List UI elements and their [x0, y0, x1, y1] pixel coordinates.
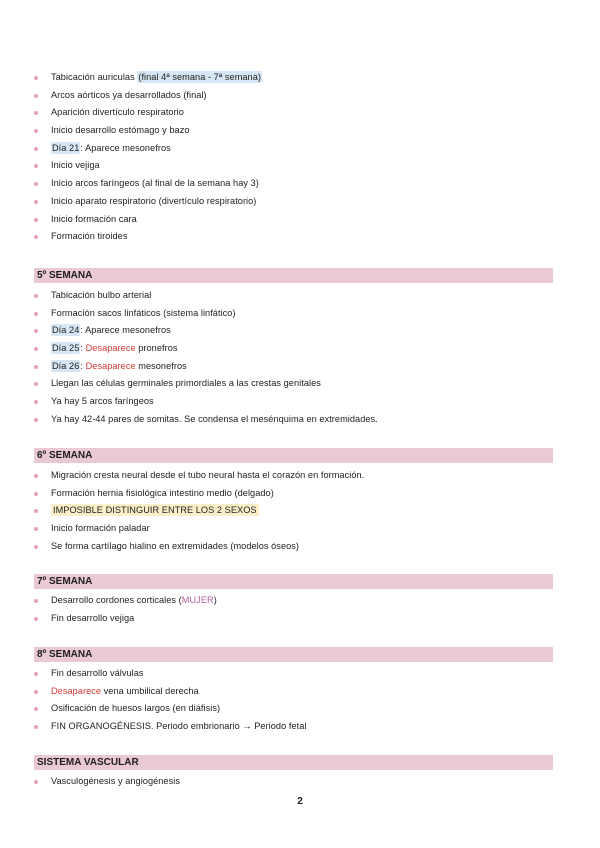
section-heading-week7: 7º SEMANA — [34, 574, 553, 589]
list-item — [0, 502, 600, 520]
section-heading-week6: 6º SEMANA — [34, 448, 553, 463]
bullet-icon — [34, 545, 38, 549]
list-item — [0, 718, 600, 736]
bullet-icon — [34, 347, 38, 351]
section-heading-week5: 5º SEMANA — [34, 268, 553, 283]
bullet-icon — [34, 418, 38, 422]
highlighted-text: Día 26 — [52, 360, 80, 371]
item-text: mesonefros — [135, 360, 187, 371]
bullet-icon — [34, 200, 38, 204]
item-text: Migración cresta neural desde el tubo neural hasta el corazón en formación. — [51, 470, 365, 480]
item-text: Inicio desarrollo estómago y bazo — [51, 125, 190, 136]
bullet-icon — [34, 690, 38, 694]
list-item — [0, 520, 600, 538]
bullet-icon — [34, 76, 38, 80]
list-item — [0, 122, 600, 140]
section-heading-vascular: SISTEMA VASCULAR — [34, 755, 553, 770]
colored-text: Desaparece — [51, 685, 102, 696]
list-item — [0, 538, 600, 556]
item-text: : Aparece mesonefros — [80, 325, 171, 336]
week4-list — [0, 69, 600, 246]
highlighted-text: (final 4ª semana - 7ª semana) — [138, 72, 261, 82]
bullet-icon — [34, 147, 38, 151]
item-text: Ya hay 42-44 pares de somitas. Se condensa el mesénquima en extremidades. — [51, 413, 378, 424]
bullet-icon — [34, 474, 38, 478]
week6-list — [0, 467, 600, 555]
item-text: Desarrollo cordones corticales ( — [51, 595, 182, 605]
list-item — [0, 358, 600, 376]
highlighted-text: Día 21 — [52, 142, 80, 153]
bullet-icon — [34, 294, 38, 298]
bullet-icon — [34, 509, 38, 513]
item-text: Fin desarrollo vejiga — [51, 612, 135, 623]
item-text: Fin desarrollo válvulas — [51, 668, 144, 678]
bullet-icon — [34, 599, 38, 603]
list-item — [0, 393, 600, 411]
colored-text: MUJER — [181, 595, 214, 605]
item-text: : — [80, 343, 86, 354]
list-item — [0, 140, 600, 158]
bullet-icon — [34, 780, 38, 784]
item-text: Tabicación auriculas — [51, 72, 138, 82]
list-item — [0, 193, 600, 211]
list-item — [0, 322, 600, 340]
item-text: Arcos aórticos ya desarrollados (final) — [51, 89, 207, 100]
item-text: Inicio vejiga — [51, 160, 100, 171]
highlighted-text: IMPOSIBLE DISTINGUIR ENTRE LOS 2 SEXOS — [53, 505, 257, 516]
item-text: Inicio formación paladar — [51, 523, 150, 534]
item-text: : Aparece mesonefros — [80, 142, 171, 153]
list-item — [0, 665, 600, 683]
item-text: FIN ORGANOGÉNESIS. Periodo embrionario → Periodo fetal — [51, 721, 307, 732]
list-item — [0, 228, 600, 246]
item-text: vena umbilical derecha — [101, 685, 199, 696]
item-text: Ya hay 5 arcos faríngeos — [51, 396, 154, 407]
section-heading-week8: 8º SEMANA — [34, 647, 553, 662]
item-text: Formación tiroides — [51, 231, 128, 242]
item-text: Vasculogénesis y angiogénesis — [51, 776, 180, 786]
list-item — [0, 592, 600, 610]
item-text: Se forma cartílago hialino en extremidades (modelos óseos) — [51, 540, 300, 551]
item-text: Osificación de huesos largos (en diáfisis) — [51, 703, 221, 714]
bullet-icon — [34, 111, 38, 115]
bullet-icon — [34, 672, 38, 676]
item-text: Aparición divertículo respiratorio — [51, 107, 184, 118]
item-text: Inicio aparato respiratorio (divertículo respiratorio) — [51, 195, 257, 206]
list-item — [0, 375, 600, 393]
bullet-icon — [34, 312, 38, 316]
bullet-icon — [34, 329, 38, 333]
bullet-icon — [34, 218, 38, 222]
bullet-icon — [34, 164, 38, 168]
bullet-icon — [34, 94, 38, 98]
bullet-icon — [34, 707, 38, 711]
bullet-icon — [34, 400, 38, 404]
item-text: ) — [213, 595, 217, 605]
list-item — [0, 610, 600, 628]
highlighted-text: Día 25 — [52, 343, 80, 354]
list-item — [0, 87, 600, 105]
bullet-icon — [34, 492, 38, 496]
list-item — [0, 683, 600, 701]
bullet-icon — [34, 365, 38, 369]
list-item — [0, 69, 600, 87]
list-item — [0, 211, 600, 229]
highlighted-text: Día 24 — [52, 325, 80, 336]
list-item — [0, 175, 600, 193]
list-item — [0, 700, 600, 718]
vascular-list — [0, 773, 600, 791]
bullet-icon — [34, 527, 38, 531]
list-item — [0, 104, 600, 122]
list-item — [0, 157, 600, 175]
bullet-icon — [34, 725, 38, 729]
colored-text: Desaparece — [85, 360, 136, 371]
bullet-icon — [34, 129, 38, 133]
item-text: Formación sacos linfáticos (sistema linfático) — [51, 307, 236, 318]
item-text: Formación hernia fisiológica intestino medio (delgado) — [51, 487, 274, 498]
item-text: Llegan las células germinales primordiales a las crestas genitales — [51, 378, 321, 389]
list-item — [0, 485, 600, 503]
page-number: 2 — [297, 796, 303, 807]
list-item — [0, 467, 600, 485]
list-item — [0, 305, 600, 323]
list-item — [0, 340, 600, 358]
week8-list — [0, 665, 600, 736]
item-text: pronefros — [135, 343, 178, 354]
bullet-icon — [34, 617, 38, 621]
item-text: Inicio formación cara — [51, 213, 137, 224]
bullet-icon — [34, 382, 38, 386]
bullet-icon — [34, 235, 38, 239]
item-text: Inicio arcos faríngeos (al final de la semana hay 3) — [51, 178, 259, 189]
list-item — [0, 773, 600, 791]
week7-list — [0, 592, 600, 627]
list-item — [0, 287, 600, 305]
item-text: : — [80, 360, 86, 371]
bullet-icon — [34, 182, 38, 186]
week5-list — [0, 287, 600, 429]
colored-text: Desaparece — [85, 343, 136, 354]
item-text: Tabicación bulbo arterial — [51, 290, 152, 300]
list-item — [0, 411, 600, 429]
